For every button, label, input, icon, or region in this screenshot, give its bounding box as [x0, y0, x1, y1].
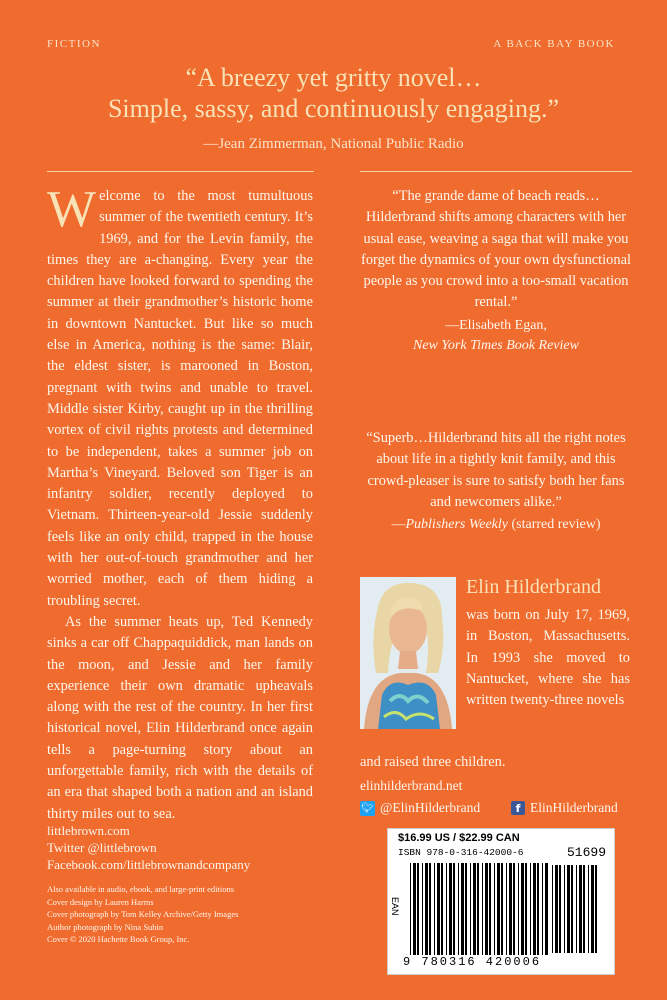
facebook-icon: f — [511, 801, 525, 815]
publisher-facebook[interactable]: Facebook.com/littlebrownandcompany — [47, 857, 251, 872]
review-attribution — [360, 515, 632, 535]
publisher-links — [47, 822, 250, 873]
twitter-handle: @ElinHilderbrand — [380, 800, 481, 815]
description-paragraph-2: As the summer heats up, Ted Kennedy sinks a car off Chappaquiddick, man lands on the moon, and Jessie and her family experience their own dramatic upheavals along with the rest of the country. In her first historical novel, Elin Hilderbrand once again tells a page-turning story about an unforgettable family, rich with the details of an era that shaped both a nation and an island thirty miles out to sea. — [47, 613, 313, 822]
author-facebook[interactable] — [511, 800, 618, 816]
review-source: New York Times Book Review — [413, 337, 579, 353]
author-bio-tail: and raised three children. — [360, 754, 506, 770]
featured-quote-line1: “A breezy yet gritty novel… — [185, 63, 482, 92]
review-source: Publishers Weekly — [405, 517, 508, 533]
review-attribution — [360, 316, 632, 356]
imprint-label: A BACK BAY BOOK — [493, 38, 615, 50]
review-text: “The grande dame of beach reads… Hilderbrand shifts among characters with her usual ease, weaving a saga that will make you forget the dynamics of your own dysfunctional people as you crowd into a too-small vacation rental.” — [361, 188, 631, 311]
credits — [47, 883, 238, 946]
facebook-handle: ElinHilderbrand — [530, 800, 618, 815]
credit-line: Cover photograph by Tom Kelley Archive/Getty Images — [47, 909, 239, 919]
barcode-bars-icon — [410, 863, 550, 955]
barcode-number: 9 780316 420006 — [403, 955, 542, 969]
author-website[interactable]: elinhilderbrand.net — [360, 778, 463, 793]
divider-right — [360, 171, 632, 172]
credit-line: Cover © 2020 Hachette Book Group, Inc. — [47, 934, 190, 944]
review-publishers-weekly — [360, 428, 632, 535]
author-photo — [360, 577, 456, 729]
isbn-label: ISBN 978-0-316-42000-6 — [398, 847, 524, 858]
review-note: (starred review) — [508, 517, 601, 533]
barcode-supplement-bars-icon — [552, 865, 602, 953]
author-name: Elin Hilderbrand — [466, 576, 601, 598]
ean-label: EAN — [390, 897, 400, 916]
author-portrait-icon — [360, 577, 456, 729]
featured-quote — [0, 62, 667, 124]
credit-line: Author photograph by Nina Subin — [47, 921, 164, 932]
barcode-block — [387, 828, 615, 975]
featured-quote-attribution: —Jean Zimmerman, National Public Radio — [203, 136, 464, 152]
price-supplement-number: 51699 — [566, 845, 606, 860]
credit-line: Also available in audio, ebook, and large-print editions — [47, 884, 235, 894]
description-paragraph-1 — [47, 181, 313, 612]
author-twitter[interactable] — [360, 800, 480, 816]
publisher-twitter[interactable]: Twitter @littlebrown — [47, 840, 157, 855]
genre-label: FICTION — [47, 38, 101, 50]
description-paragraph-1-text: elcome to the most tumultuous summer of the twentieth century. It’s 1969, and for the Levin family, the times they are a-changing. Every year the children have looked forward to spending the summer at their grandmother’s historic home in downtown Nantucket. But like so much else in America, nothing is the same: Blair, the eldest sister, is marooned in Boston, pregnant with twins and unable to travel. Middle sister Kirby, caught up in the thrilling vortex of civil rights protests and determined to be independent, takes a summer job on Martha’s Vineyard. Beloved son Tiger is an infantry soldier, recently deployed to Vietnam. Thirteen-year-old Jessie suddenly feels like an only child, trapped in the house with her out-of-touch grandmother and her worried mother, each of them hiding a troubling secret. — [47, 188, 313, 609]
review-text: “Superb…Hilderbrand hits all the right notes about life in a tightly knit family, and this crowd-pleaser is sure to satisfy both her fans and newcomers alike.” — [366, 430, 626, 510]
credit-line: Cover design by Lauren Harms — [47, 896, 154, 907]
review-egan — [360, 186, 632, 356]
price-label: $16.99 US / $22.99 CAN — [398, 832, 520, 844]
twitter-icon: 🐦︎ — [361, 802, 374, 814]
publisher-site[interactable]: littlebrown.com — [47, 823, 130, 838]
divider-left — [47, 171, 314, 172]
featured-quote-line2: Simple, sassy, and continuously engaging.” — [107, 94, 560, 123]
author-bio-text: was born on July 17, 1969, in Boston, Massachusetts. In 1993 she moved to Nantucket, where she has written twenty-three novels — [466, 607, 630, 709]
review-author: —Elisabeth Egan, — [445, 317, 547, 333]
book-description — [47, 181, 313, 825]
drop-cap: W — [47, 181, 97, 238]
review-author: — — [391, 517, 406, 533]
